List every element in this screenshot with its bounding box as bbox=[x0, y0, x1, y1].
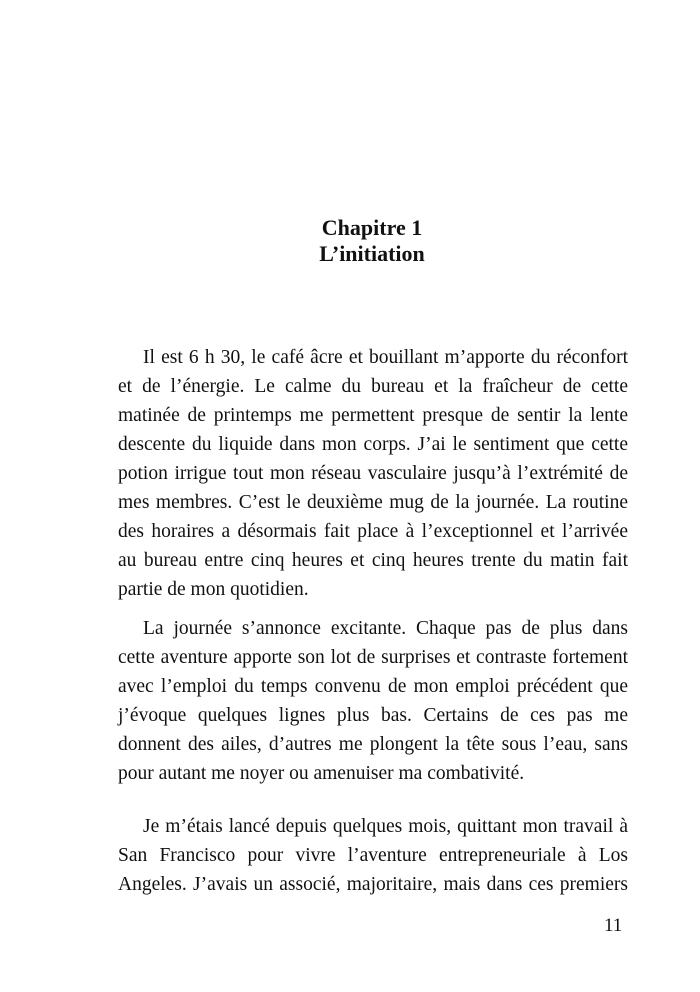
paragraph-3 bbox=[118, 812, 628, 899]
chapter-number: Chapitre 1 bbox=[321, 215, 423, 240]
text-line: j’évoque quelques lignes plus bas. Certains de ces pas me bbox=[118, 705, 628, 726]
page-number: 11 bbox=[604, 915, 623, 936]
text-line: potion irrigue tout mon réseau vasculaire jusqu’à l’extrémité de bbox=[118, 463, 628, 484]
paragraph-1 bbox=[118, 343, 628, 604]
text-line: cette aventure apporte son lot de surprises et contraste fortement bbox=[118, 647, 628, 668]
text-line: Il est 6 h 30, le café âcre et bouillant m’apporte du réconfort bbox=[143, 347, 628, 368]
text-line: matinée de printemps me permettent presque de sentir la lente bbox=[118, 405, 628, 426]
text-line: donnent des ailes, d’autres me plongent la tête sous l’eau, sans bbox=[118, 734, 628, 755]
text-line: pour autant me noyer ou amenuiser ma combativité. bbox=[118, 763, 525, 784]
chapter-title: L’initiation bbox=[319, 241, 425, 266]
text-line: des horaires a désormais fait place à l’exceptionnel et l’arrivée bbox=[118, 521, 628, 542]
text-line: au bureau entre cinq heures et cinq heures trente du matin fait bbox=[118, 550, 628, 571]
text-line: mes membres. C’est le deuxième mug de la journée. La routine bbox=[118, 492, 628, 513]
text-line: San Francisco pour vivre l’aventure entrepreneuriale à Los bbox=[118, 845, 628, 866]
text-line: La journée s’annonce excitante. Chaque pas de plus dans bbox=[143, 618, 628, 639]
text-line: partie de mon quotidien. bbox=[118, 579, 309, 600]
text-line: Je m’étais lancé depuis quelques mois, quittant mon travail à bbox=[143, 816, 628, 837]
text-line: avec l’emploi du temps convenu de mon emploi précédent que bbox=[118, 676, 628, 697]
paragraph-2 bbox=[118, 614, 628, 788]
text-line: descente du liquide dans mon corps. J’ai le sentiment que cette bbox=[118, 434, 628, 455]
text-line: Angeles. J’avais un associé, majoritaire, mais dans ces premiers bbox=[118, 874, 628, 895]
text-line: et de l’énergie. Le calme du bureau et la fraîcheur de cette bbox=[118, 376, 628, 397]
